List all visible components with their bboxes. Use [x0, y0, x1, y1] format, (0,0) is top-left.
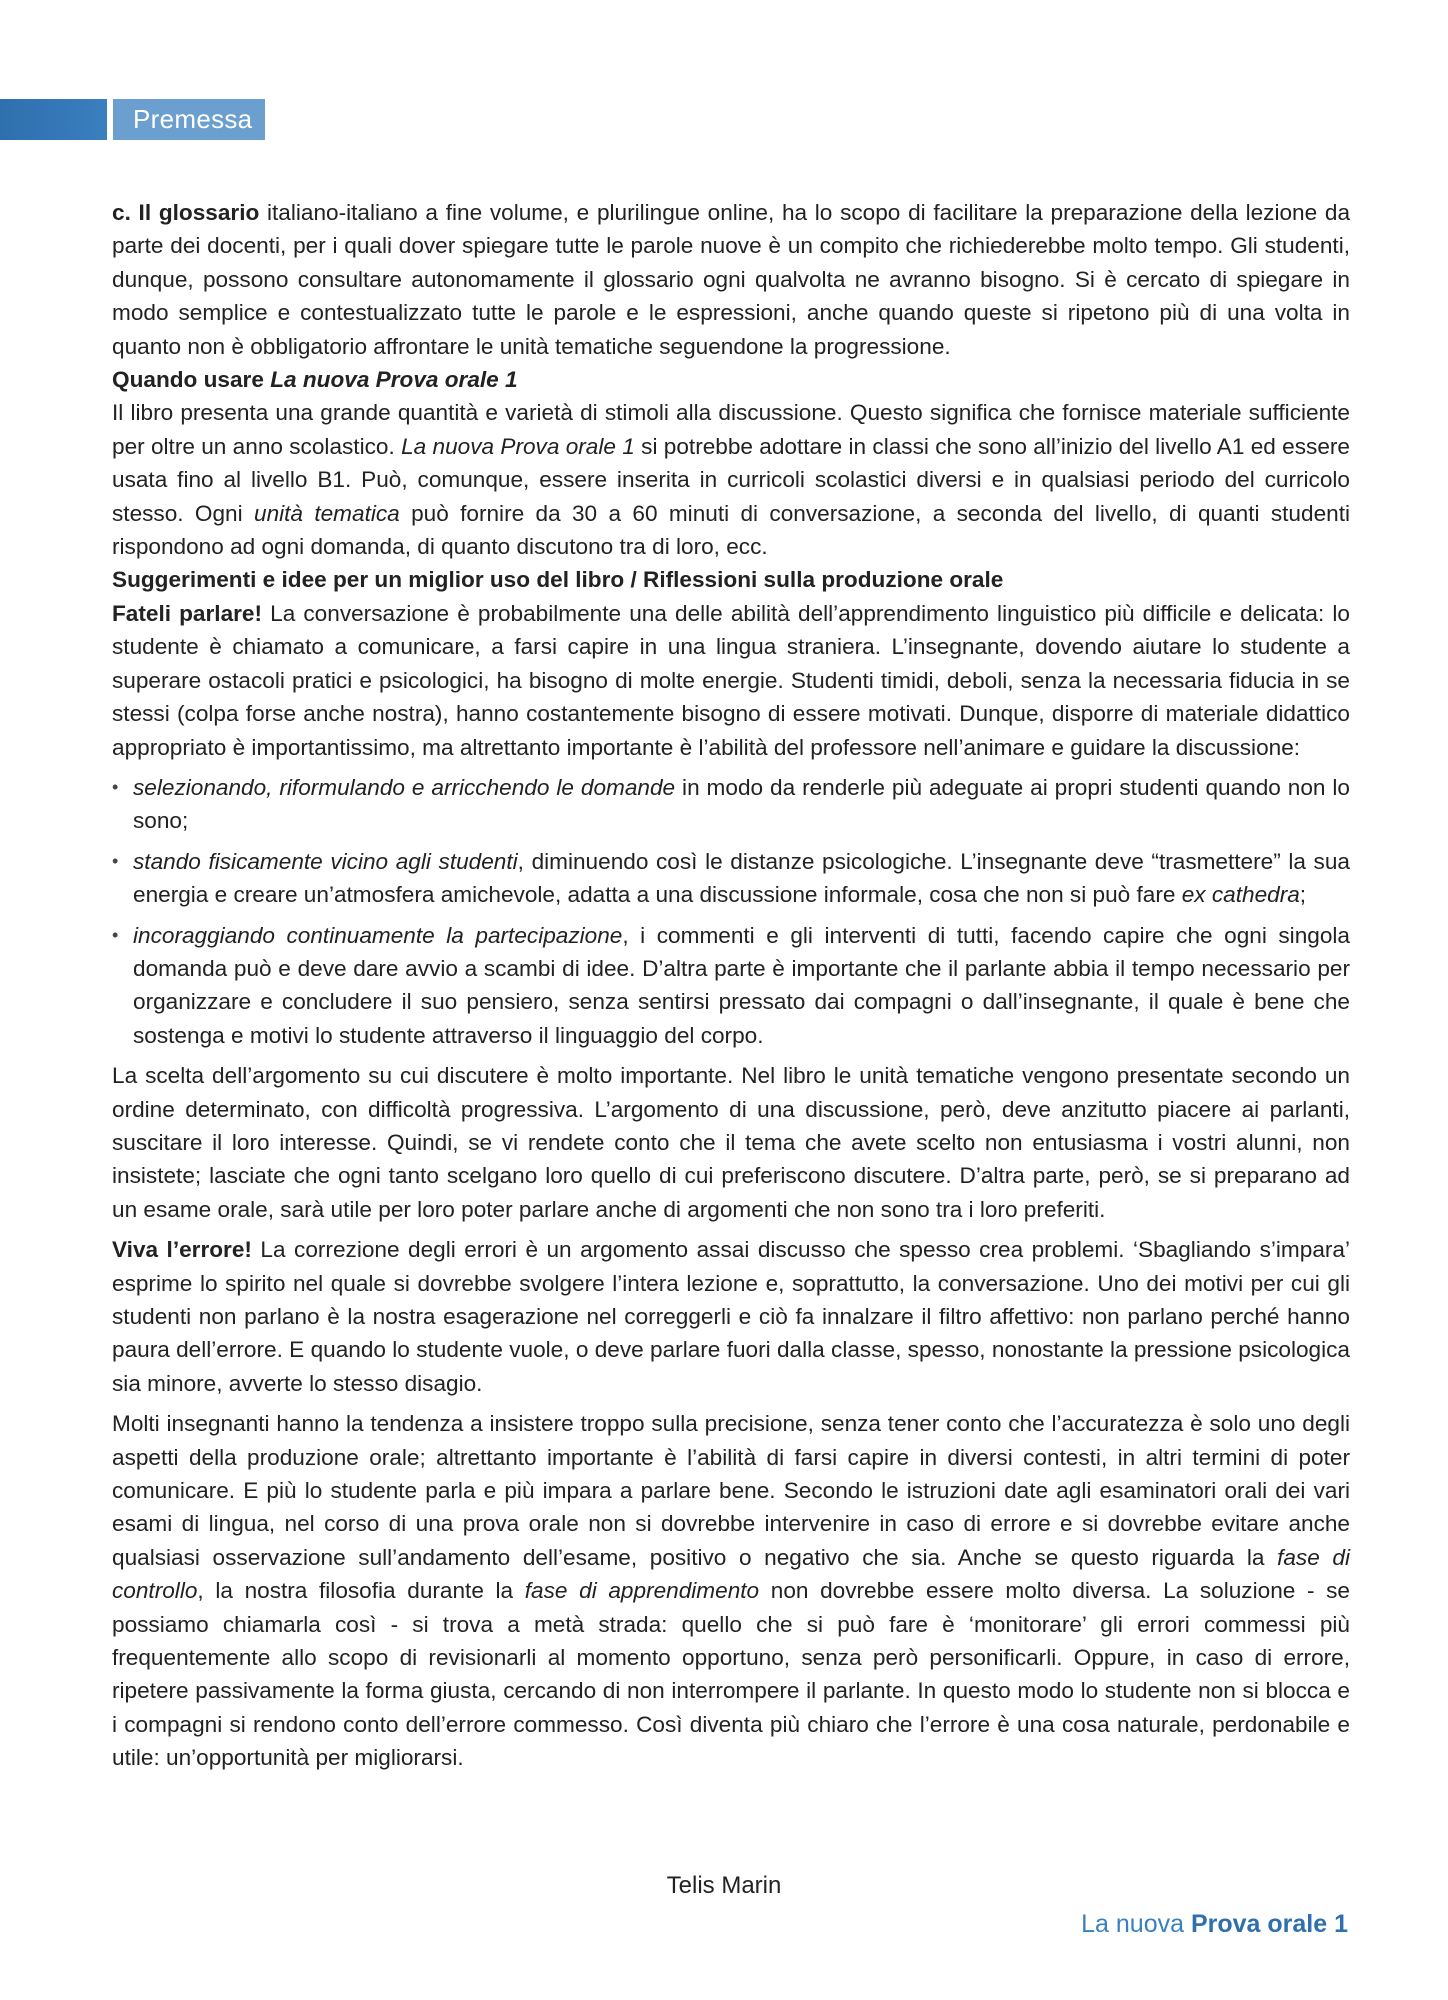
long-live-error-paragraph: Viva l’errore! La correzione degli errori è un argomento assai discusso che spesso crea problemi. ‘Sbagliando s’impara’ esprime lo spirito nel quale si dovrebbe svolgere l’intera lezione e, soprattutto, la conversazione. Uno dei motivi per cui gli studenti non parlano è la nostra esagerazione nel correggerli e ciò fa innalzare il filtro affettivo: non parlano perché hanno paura dell’errore. E quando lo studente vuole, o deve parlare fuori dalla classe, spesso, nonostante la pressione psicologica sia minore, avverte lo stesso disagio. — [112, 1237, 1350, 1396]
teaching-tips-list — [112, 771, 1350, 1052]
author-signature: Telis Marin — [666, 1872, 782, 1899]
glossary-paragraph: c. Il glossario italiano-italiano a fine volume, e plurilingue online, ha lo scopo di facilitare la preparazione della lezione da parte dei docenti, per i quali dover spiegare tutte le parole nuove è un compito che richiederebbe molto tempo. Gli studenti, dunque, possono consultare autonomamente il glossario ogni qualvolta ne avranno bisogno. Si è cercato di spiegare in modo semplice e contestualizzato tutte le parole e le espressioni, anche quando queste si ripetono più di una volta in quanto non è obbligatorio affrontare le unità tematiche seguendone la progressione. — [112, 200, 1351, 359]
header-accent-block — [0, 99, 107, 140]
list-item: • stando fisicamente vicino agli studenti, diminuendo così le distanze psicologiche. L’insegnante deve “trasmettere” la sua energia e creare un’atmosfera amichevole, adatta a una discussione informale, cosa che non si può fare ex cathedra; — [112, 845, 1350, 912]
when-to-use-paragraph: Il libro presenta una grande quantità e varietà di stimoli alla discussione. Questo significa che fornisce materiale sufficiente per oltre un anno scolastico. La nuova Prova orale 1 si potrebbe adottare in classi che sono all’inizio del livello A1 ed essere usata fino al livello B1. Può, comunque, essere inserita in curricoli scolastici diversi e in qualsiasi periodo del curricolo stesso. Ogni unità tematica può fornire da 30 a 60 minuti di conversazione, a seconda del livello, di quanti studenti rispondono ad ogni domanda, di quanto discutono tra di loro, ecc. — [112, 400, 1350, 560]
section-heading-when-to-use: Quando usare La nuova Prova orale 1 — [112, 367, 518, 393]
make-them-talk-paragraph: Fateli parlare! La conversazione è probabilmente una delle abilità dell’apprendimento linguistico più difficile e delicata: lo studente è chiamato a comunicare, a farsi capire in una lingua straniera. L’insegnante, dovendo aiutare lo studente a superare ostacoli pratici e psicologici, ha bisogno di molte energie. Studenti timidi, deboli, senza la necessaria fiducia in se stessi (colpa forse anche nostra), hanno costantemente bisogno di essere motivati. Dunque, disporre di materiale didattico appropriato è importantissimo, ma altrettanto importante è l’abilità del professore nell’animare e guidare la discussione: — [112, 600, 1350, 760]
topic-choice-paragraph: La scelta dell’argomento su cui discutere è molto importante. Nel libro le unità tematiche vengono presentate secondo un ordine determinato, con difficoltà progressiva. L’argomento di una discussione, però, deve anzitutto piacere ai parlanti, suscitare il loro interesse. Quindi, se vi rendete conto che il tema che avete scelto non entusiasma i vostri alunni, non insistete; lasciate che ogni tanto scelgano loro quello di cui preferiscono discutere. D’altra parte, però, se si preparano ad un esame orale, sarà utile per loro poter parlare anche di argomenti che non sono tra i loro preferiti. — [112, 1063, 1350, 1222]
book-title-footer: La nuova Prova orale 1 — [1081, 1910, 1348, 1938]
list-item: • incoraggiando continuamente la partecipazione, i commenti e gli interventi di tutti, facendo capire che ogni singola domanda può e deve dare avvio a scambi di idee. D’altra parte è importante che il parlante abbia il tempo necessario per organizzare e concludere il suo pensiero, senza sentirsi pressato dai compagni o dall’insegnante, il quale è bene che sostenga e motivi lo studente attraverso il linguaggio del corpo. — [112, 919, 1350, 1053]
section-heading-suggestions: Suggerimenti e idee per un miglior uso del libro / Riflessioni sulla produzione orale — [112, 567, 1004, 593]
accuracy-paragraph: Molti insegnanti hanno la tendenza a insistere troppo sulla precisione, senza tener conto che l’accuratezza è solo uno degli aspetti della produzione orale; altrettanto importante è l’abilità di farsi capire in diversi contesti, in altri termini di poter comunicare. E più lo studente parla e più impara a parlare bene. Secondo le istruzioni date agli esaminatori orali dei vari esami di lingua, nel corso di una prova orale non si dovrebbe intervenire in caso di errore e si dovrebbe evitare anche qualsiasi osservazione sull’andamento dell’esame, positivo o negativo che sia. Anche se questo riguarda la fase di controllo, la nostra filosofia durante la fase di apprendimento non dovrebbe essere molto diversa. La soluzione - se possiamo chiamarla così - si trova a metà strada: quello che si può fare è ‘monitorare’ gli errori commessi più frequentemente allo scopo di revisionarli al momento opportuno, senza però personificarli. Oppure, in caso di errore, ripetere passivamente la forma giusta, cercando di non interrompere il parlante. In questo modo lo studente non si blocca e i compagni si rendono conto dell’errore commesso. Così diventa più chiaro che l’errore è una cosa naturale, perdonabile e utile: un’opportunità per migliorarsi. — [112, 1411, 1351, 1771]
list-item: • selezionando, riformulando e arricchendo le domande in modo da renderle più adeguate ai propri studenti quando non lo sono; — [112, 771, 1350, 838]
section-label: Premessa — [113, 99, 265, 140]
glossary-lead: c. Il glossario — [112, 200, 260, 225]
page-body — [112, 196, 1350, 1775]
section-header — [0, 99, 265, 140]
